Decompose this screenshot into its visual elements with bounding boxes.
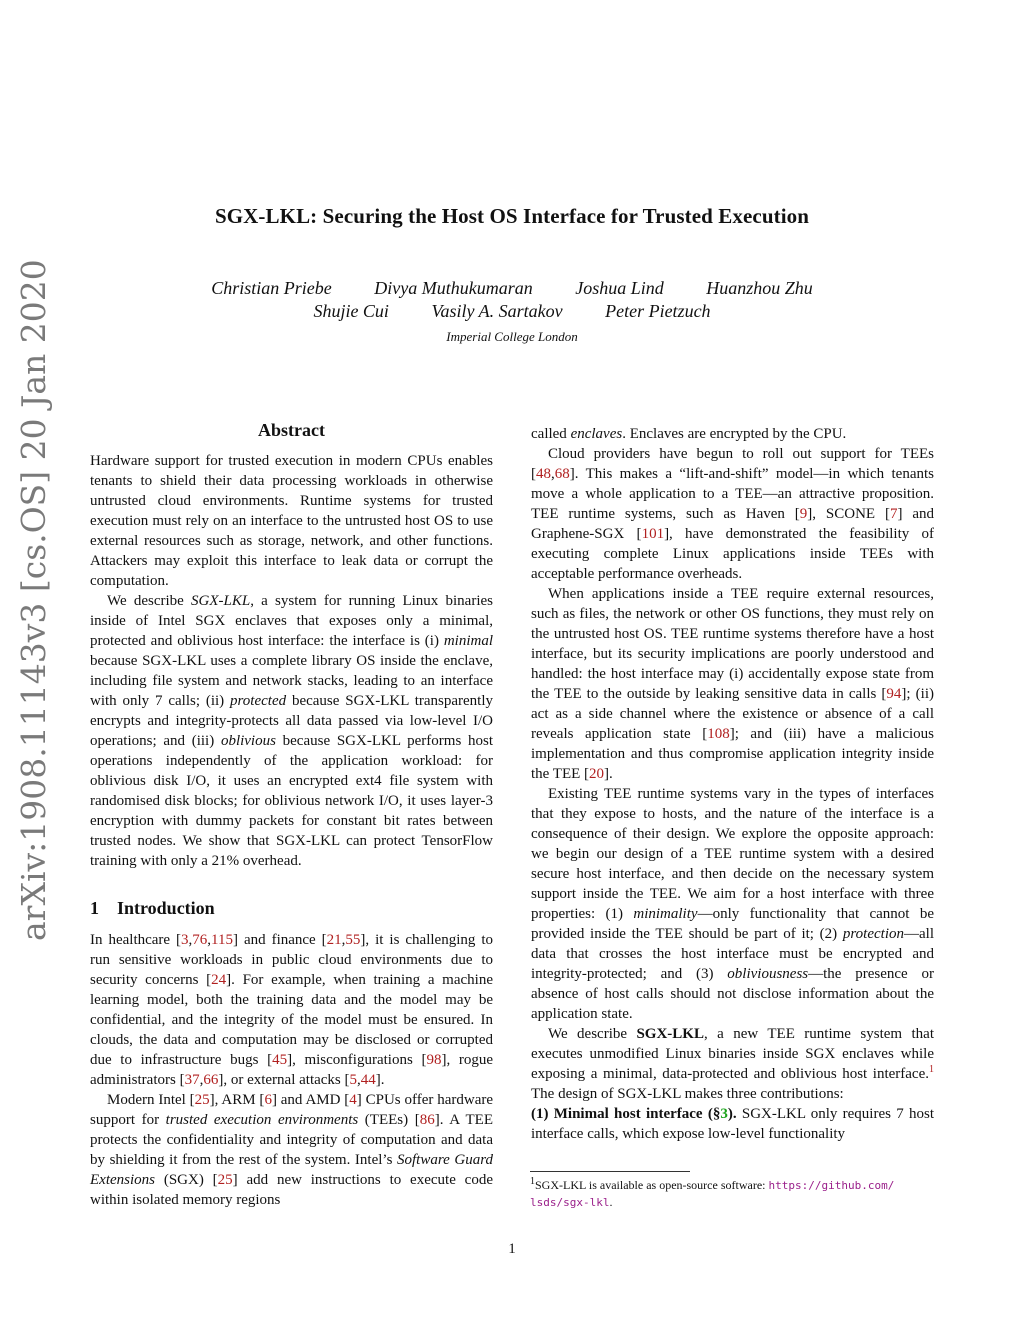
author: Divya Muthukumaran [374, 278, 533, 298]
citation-link[interactable]: 25 [194, 1092, 210, 1108]
citation-link[interactable]: 101 [641, 526, 665, 542]
page-number: 1 [508, 1241, 516, 1257]
citation-link[interactable]: 3 [181, 932, 189, 948]
citation-link[interactable]: 98 [426, 1052, 442, 1068]
citation-link[interactable]: 4 [349, 1092, 357, 1108]
author: Christian Priebe [211, 278, 332, 298]
body-paragraph: Modern Intel [25], ARM [6] and AMD [4] CPUs offer hardware support for trusted execution environments (TEEs) [86]. A TEE protects the confidentiality and integrity of computation and data by shielding it from the rest of the system. Intel’s Software Guard Extensions (SGX) [25] add new instructions to execute code within isolated memory regions [90, 1092, 494, 1208]
section-heading [90, 898, 215, 919]
abstract-heading: Abstract [258, 420, 325, 440]
body-paragraph: Cloud providers have begun to roll out support for TEEs [48,68]. This makes a “lift-and-shift” model—in which tenants move a whole application to a TEE—an attractive proposition. TEE runtime systems, such as Haven [9], SCONE [7] and Graphene-SGX [101], have demonstrated the feasibility of executing complete Linux applications inside TEEs with acceptable performance overheads. [531, 446, 934, 582]
arxiv-identifier: arXiv:1908.11143v3 [cs.OS] 20 Jan 2020 [14, 259, 53, 941]
citation-link[interactable]: 66 [203, 1072, 219, 1088]
citation-link[interactable]: 24 [211, 972, 227, 988]
repository-link[interactable]: https://github.com/ lsds/sgx-lkl [530, 1179, 895, 1209]
paper-title: SGX-LKL: Securing the Host OS Interface for Trusted Execution [214, 204, 810, 228]
citation-link[interactable]: 37 [184, 1072, 200, 1088]
citation-link[interactable]: 86 [419, 1112, 435, 1128]
citation-link[interactable]: 9 [799, 506, 808, 522]
abstract-paragraph: Hardware support for trusted execution in modern CPUs enables tenants to shield their data processing workloads in otherwise untrusted cloud environments. Runtime systems for trusted execution must rely on an interface to the untrusted host OS to use external resources such as storage, network, and other functions. Attackers may exploit this interface to leak data or corrupt the computation. [90, 453, 493, 589]
section-reference-link[interactable]: 3 [720, 1106, 728, 1122]
citation-link[interactable]: 5 [349, 1072, 358, 1088]
citation-link[interactable]: 25 [217, 1172, 233, 1188]
introduction-body [90, 930, 493, 1210]
body-paragraph: Existing TEE runtime systems vary in the types of interfaces that they expose to hosts, and the nature of the interface is a consequence of their design. We explore the opposite approach: we begin our design of a TEE runtime system with a desired secure host interface, and then decide on the necessary system support inside the TEE. We aim for a host interface with three properties: (1) minimality—only functionality that cannot be provided inside the TEE should be part of it; (2) protection—all data that crosses the host interface must be encrypted and integrity-protected; and (3) obliviousness—the presence or absence of host calls should not disclose information about the application state. [531, 786, 935, 1022]
citation-link[interactable]: 94 [886, 686, 902, 702]
affiliation: Imperial College London [446, 329, 578, 344]
citation-link[interactable]: 6 [264, 1092, 272, 1108]
body-paragraph: In healthcare [3,76,115] and finance [21,55], it is challenging to run sensitive workloads in public cloud environments due to security concerns [24]. For example, when training a machine learning model, both the training data and the model may be confidential, and the integrity of the model must be ensured. In clouds, the data and computation may be disclosed or corrupted due to infrastructure bugs [45], misconfigurations [98], rogue administrators [37,66], or external attacks [5,44]. [90, 932, 494, 1088]
footnote-rule [530, 1171, 690, 1172]
body-paragraph: When applications inside a TEE require external resources, such as files, the network or other OS functions, they must rely on the untrusted host OS. TEE runtime systems therefore have a host interface, but its security implications are poorly understood and handled: the host interface may (i) accidentally expose state from the TEE to the outside by leaking sensitive data in calls [94]; (ii) act as a side channel where the existence or absence of a call reveals application state [108]; and (iii) have a malicious implementation and thus compromise application integrity inside the TEE [20]. [531, 586, 935, 782]
citation-link[interactable]: 108 [707, 726, 730, 742]
section-number: 1 [90, 898, 99, 918]
authors-line-1 [0, 278, 1024, 299]
section-title: Introduction [117, 898, 215, 918]
right-column-body [531, 424, 934, 1144]
abstract-body [90, 451, 493, 871]
citation-link[interactable]: 68 [554, 466, 570, 482]
citation-link[interactable]: 55 [345, 932, 361, 948]
author: Huanzhou Zhu [706, 278, 813, 298]
citation-link[interactable]: 115 [211, 932, 233, 948]
authors-line-2 [0, 301, 1024, 322]
footnote: $^1$SGX-LKL is available as open-source software: https://github.com/ lsds/sgx-lkl. [530, 1176, 895, 1209]
author: Peter Pietzuch [605, 301, 711, 321]
citation-link[interactable]: 76 [192, 932, 208, 948]
citation-link[interactable]: 20 [589, 766, 605, 782]
citation-link[interactable]: 21 [326, 932, 342, 948]
abstract-paragraph: We describe SGX-LKL, a system for running Linux binaries inside of Intel SGX enclaves that exposes only a minimal, protected and oblivious host interface: the interface is (i) minimal because SGX-LKL uses a complete library OS inside the enclave, including file system and network stacks, leading to an interface with only 7 calls; (ii) protected because SGX-LKL transparently encrypts and integrity-protects all data passed via low-level I/O operations; and (iii) oblivious because SGX-LKL performs host operations independently of the application workload: for oblivious disk I/O, it uses an encrypted ext4 file system with randomised disk blocks; for oblivious network I/O, it uses layer-3 encryption with dummy packets for constant bit rates between trusted nodes. We show that SGX-LKL can protect TensorFlow training with only a 21% overhead. [90, 593, 493, 869]
footnote-marker[interactable]: 1 [929, 1064, 934, 1075]
author: Vasily A. Sartakov [431, 301, 563, 321]
author: Shujie Cui [313, 301, 389, 321]
author: Joshua Lind [575, 278, 664, 298]
body-paragraph: We describe SGX-LKL, a new TEE runtime system that executes unmodified Linux binaries inside SGX enclaves while exposing a minimal, data-protected and oblivious host interface.$^1$ The design of SGX-LKL makes three contributions: [531, 1026, 934, 1102]
body-paragraph: called enclaves. Enclaves are encrypted by the CPU. [531, 426, 847, 442]
citation-link[interactable]: 48 [536, 466, 551, 482]
citation-link[interactable]: 45 [272, 1052, 288, 1068]
body-paragraph: (1) Minimal host interface (§3). SGX-LKL only requires 7 host interface calls, which expose low-level functionality [531, 1106, 934, 1142]
citation-link[interactable]: 7 [889, 506, 898, 522]
citation-link[interactable]: 44 [360, 1072, 376, 1088]
